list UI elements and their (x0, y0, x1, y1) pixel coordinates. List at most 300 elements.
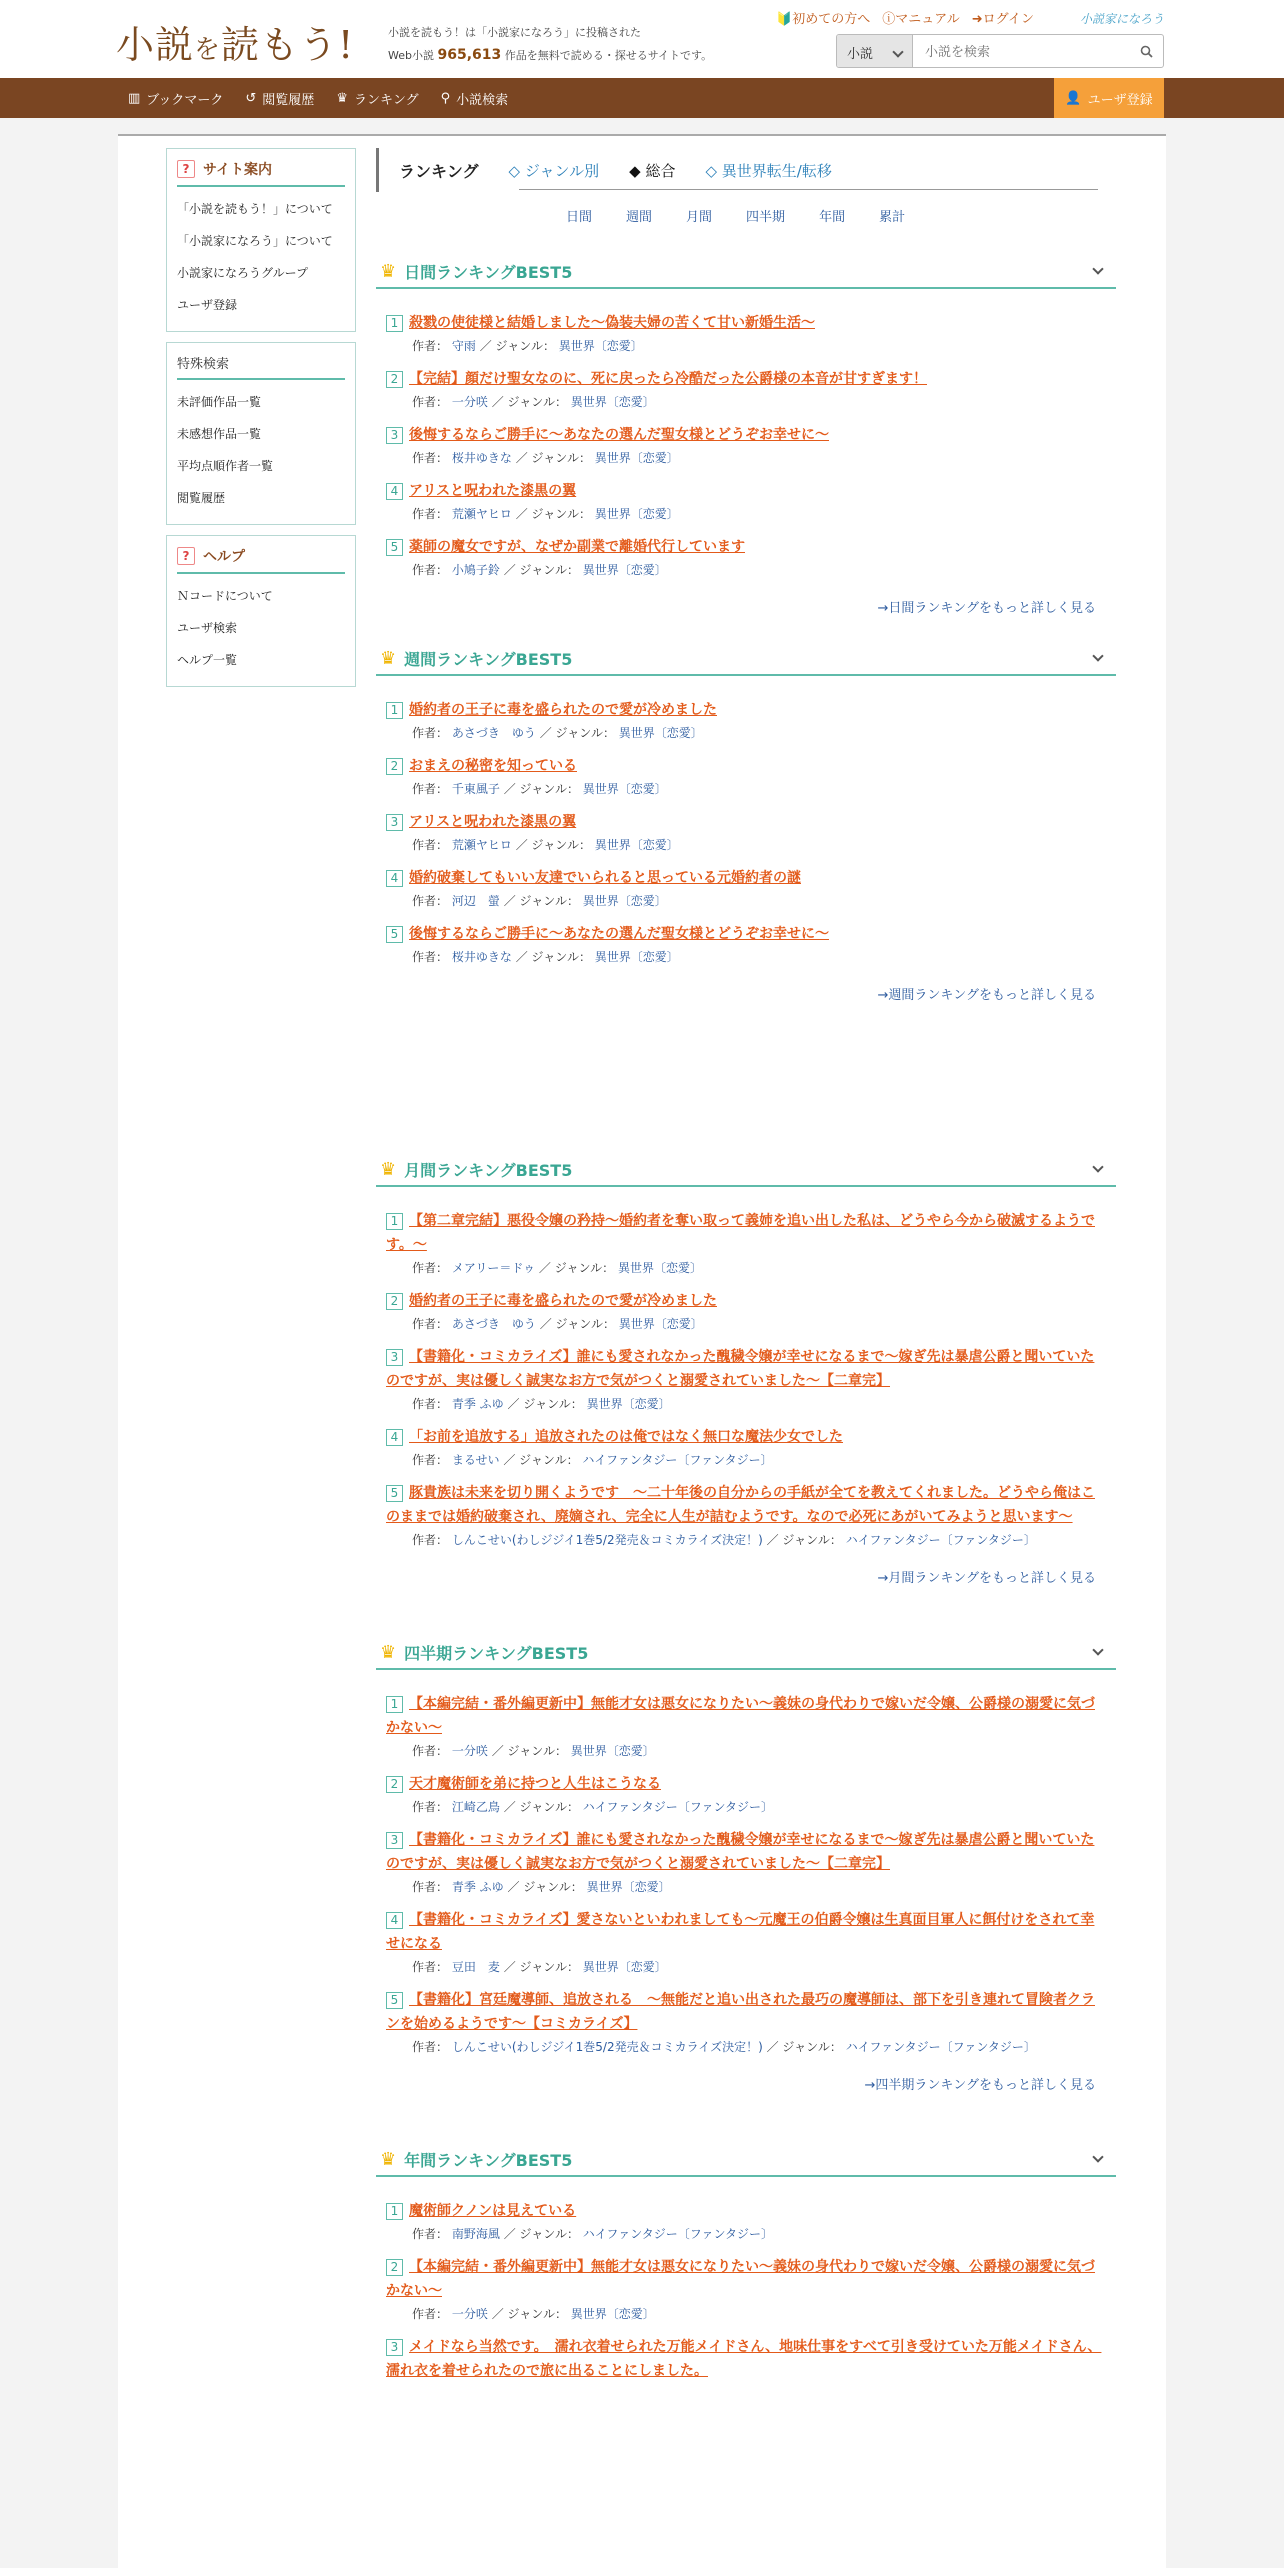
entry-meta (386, 948, 1106, 966)
novel-title: 【本編完結・番外編更新中】無能才女は悪女になりたい～義妹の身代わりで嫁いだ令嬢、公爵様の溺愛に気づかない～ (386, 1696, 1095, 1736)
login-link[interactable]: ➜ログイン (971, 12, 1034, 27)
entry-list (376, 1187, 1116, 1549)
author-label: 作者： (412, 726, 449, 740)
novel-title: 婚約破棄してもいい友達でいられると思っている元婚約者の謎 (409, 870, 801, 886)
genre-link[interactable]: 異世界〔恋愛〕 (582, 563, 667, 577)
section-header[interactable] (376, 1153, 1116, 1187)
author-label: 作者： (412, 782, 449, 796)
site-header (0, 0, 1284, 78)
section-header[interactable] (376, 1636, 1116, 1670)
author-label: 作者： (412, 950, 449, 964)
sidebox-title: 特殊検索 (177, 347, 345, 380)
author-label: 作者： (412, 838, 449, 852)
author-link[interactable]: 小鳩子鈴 (451, 563, 500, 577)
novel-title-link[interactable] (386, 1772, 1106, 1796)
novel-title-link[interactable] (386, 866, 1106, 890)
sidebar-link[interactable]: ユーザ登録 (177, 298, 238, 312)
novel-title-link[interactable] (386, 810, 1106, 834)
sidebar (166, 148, 356, 697)
genre-label: ／ ジャンル： (507, 1880, 583, 1894)
genre-link[interactable]: 異世界〔恋愛〕 (594, 451, 679, 465)
sidebar-link[interactable]: 未感想作品一覧 (177, 427, 262, 441)
genre-label: ／ ジャンル： (503, 782, 579, 796)
section-header[interactable] (376, 2143, 1116, 2177)
novel-title: 【本編完結・番外編更新中】無能才女は悪女になりたい～義妹の身代わりで嫁いだ令嬢、公爵様の溺愛に気づかない～ (386, 2259, 1095, 2299)
entry-meta (386, 2225, 1106, 2243)
genre-link[interactable]: ハイファンタジー〔ファンタジー〕 (582, 1800, 773, 1814)
sidebar-link[interactable]: 平均点順作者一覧 (177, 459, 274, 473)
period-daily[interactable]: 日間 (566, 210, 593, 225)
search-button[interactable] (1129, 35, 1163, 67)
entry-meta (386, 780, 1106, 798)
author-link[interactable]: 一分咲 (451, 1744, 488, 1758)
ranking-section (376, 255, 1116, 616)
first-time-link[interactable]: 🔰初めての方へ (776, 12, 871, 27)
novel-title: 【書籍化】宮廷魔導師、追放される ～無能だと追い出された最巧の魔導師は、部下を引き連れて冒険者クランを始めるようです～【コミカライズ】 (386, 1992, 1095, 2032)
period-weekly[interactable]: 週間 (626, 210, 653, 225)
entry-list (376, 676, 1116, 966)
genre-label: ／ ジャンル： (503, 1960, 579, 1974)
logo-wo: を (194, 35, 222, 65)
entry-meta (386, 1259, 1106, 1277)
author-label: 作者： (412, 2307, 449, 2321)
tab-isekai[interactable]: ◇ 異世界転生/転移 (705, 161, 832, 180)
rank-badge: 5 (386, 539, 403, 556)
top-links (776, 8, 1034, 27)
site-logo[interactable] (116, 14, 354, 69)
chevron-down-icon[interactable] (1092, 1644, 1103, 1655)
crown-icon: ♛ (380, 1158, 397, 1180)
nav-bar (0, 78, 1284, 118)
novel-title-link[interactable] (386, 2335, 1106, 2383)
nav-history-label: 閲覧履歴 (262, 92, 315, 108)
author-label: 作者： (412, 563, 449, 577)
entry-meta (386, 2038, 1106, 2056)
user-register-label: ユーザ登録 (1087, 92, 1153, 108)
content-container (118, 134, 1166, 2568)
period-total[interactable]: 累計 (879, 210, 906, 225)
novel-title: 【書籍化・コミカライズ】愛さないといわれましても～元魔王の伯爵令嬢は生真面目軍人に餌付けをされて幸せになる (386, 1912, 1095, 1952)
site-tagline (388, 22, 712, 67)
genre-link[interactable]: ハイファンタジー〔ファンタジー〕 (845, 2040, 1036, 2054)
genre-link[interactable]: 異世界〔恋愛〕 (570, 395, 655, 409)
list-item (386, 1209, 1106, 1277)
genre-label: ／ ジャンル： (539, 1317, 615, 1331)
novel-title: アリスと呪われた漆黒の翼 (409, 483, 577, 499)
more-ranking-link[interactable]: →週間ランキングをもっと詳しく見る (877, 988, 1096, 1003)
novel-title-link[interactable] (386, 423, 1106, 447)
entry-list (376, 2177, 1116, 2383)
genre-link[interactable]: 異世界〔恋愛〕 (594, 507, 679, 521)
work-count: 965,613 (437, 47, 502, 63)
rank-badge: 3 (386, 814, 403, 831)
manual-label: マニュアル (895, 12, 960, 27)
novel-title-link[interactable] (386, 922, 1106, 946)
logo-main: 小説 (116, 23, 195, 67)
sidebox-title (177, 153, 345, 187)
entry-meta (386, 1531, 1106, 1549)
rank-badge: 5 (386, 1992, 403, 2009)
genre-label: ／ ジャンル： (515, 838, 591, 852)
entry-meta (386, 836, 1106, 854)
list-item (386, 810, 1106, 854)
author-link[interactable]: まるせい (451, 1453, 500, 1467)
list-item (386, 1908, 1106, 1976)
period-monthly[interactable]: 月間 (686, 210, 713, 225)
novel-title: 天才魔術師を弟に持つと人生はこうなる (409, 1776, 661, 1792)
novel-title-link[interactable] (386, 1289, 1106, 1313)
genre-link[interactable]: ハイファンタジー〔ファンタジー〕 (582, 1453, 773, 1467)
genre-label: ／ ジャンル： (503, 563, 579, 577)
crown-icon: ♛ (336, 90, 348, 106)
author-label: 作者： (412, 1960, 449, 1974)
author-label: 作者： (412, 1744, 449, 1758)
section-title: 週間ランキングBEST5 (404, 649, 573, 669)
genre-label: ／ ジャンル： (539, 726, 615, 740)
novel-title: 婚約者の王子に毒を盛られたので愛が冷めました (409, 1293, 717, 1309)
sidebar-link[interactable]: 未評価作品一覧 (177, 395, 262, 409)
author-link[interactable]: 青季 ふゆ (451, 1397, 504, 1411)
section-header[interactable] (376, 255, 1116, 289)
novel-title-link[interactable] (386, 1345, 1106, 1393)
tab-overall[interactable]: ◆ 総合 (629, 161, 676, 180)
genre-link[interactable]: ハイファンタジー〔ファンタジー〕 (845, 1533, 1036, 1547)
author-label: 作者： (412, 1317, 449, 1331)
sidebox-special-search (166, 342, 356, 525)
genre-label: ／ ジャンル： (503, 2227, 579, 2241)
novel-title-link[interactable] (386, 1209, 1106, 1257)
genre-link[interactable]: ハイファンタジー〔ファンタジー〕 (582, 2227, 773, 2241)
search-form (836, 34, 1164, 68)
search-input[interactable] (913, 35, 1129, 67)
novel-title: メイドなら当然です。 濡れ衣着せられた万能メイドさん、地味仕事をすべて引き受けていた万能メイドさん、濡れ衣を着せられたので旅に出ることにしました。 (386, 2339, 1102, 2379)
ranking-main (376, 148, 1116, 2383)
chevron-down-icon[interactable] (1092, 263, 1103, 274)
nav-ranking-label: ランキング (353, 92, 419, 108)
nav-ranking[interactable] (336, 89, 418, 108)
genre-link[interactable]: 異世界〔恋愛〕 (618, 1261, 703, 1275)
list-item (386, 1289, 1106, 1333)
rank-badge: 4 (386, 483, 403, 500)
ranking-section (376, 642, 1116, 1003)
sidebox-title-text: ヘルプ (203, 549, 245, 565)
genre-link[interactable]: 異世界〔恋愛〕 (586, 1880, 671, 1894)
list-item (386, 698, 1106, 742)
list-item (386, 2199, 1106, 2243)
crown-icon: ♛ (380, 2148, 397, 2170)
rank-badge: 1 (386, 702, 403, 719)
nav-search-label: 小説検索 (456, 92, 509, 108)
novel-title: 後悔するならご勝手に～あなたの選んだ聖女様とどうぞお幸せに～ (409, 427, 829, 443)
author-link[interactable]: 一分咲 (451, 2307, 488, 2321)
entry-list (376, 289, 1116, 579)
novel-title-link[interactable] (386, 311, 1106, 335)
entry-meta (386, 449, 1106, 467)
list-item (386, 2335, 1106, 2383)
more-ranking-link[interactable]: →四半期ランキングをもっと詳しく見る (864, 2078, 1096, 2093)
rank-badge: 4 (386, 1429, 403, 1446)
rank-badge: 2 (386, 758, 403, 775)
sidebox-help (166, 535, 356, 687)
ranking-section (376, 1636, 1116, 2093)
history-icon: ↺ (245, 90, 257, 106)
genre-label: ／ ジャンル： (515, 451, 591, 465)
search-icon (1140, 45, 1153, 58)
novel-title-link[interactable] (386, 754, 1106, 778)
entry-meta (386, 1315, 1106, 1333)
list-item (386, 866, 1106, 910)
list-item (386, 754, 1106, 798)
ranking-heading: ランキング (399, 161, 479, 181)
author-label: 作者： (412, 507, 449, 521)
section-title: 日間ランキングBEST5 (404, 262, 573, 282)
entry-meta (386, 337, 1106, 355)
novel-title-link[interactable] (386, 698, 1106, 722)
chevron-down-icon[interactable] (1092, 1161, 1103, 1172)
section-title: 月間ランキングBEST5 (404, 1160, 573, 1180)
genre-label: ／ ジャンル： (503, 1800, 579, 1814)
author-link[interactable]: 南野海風 (451, 2227, 500, 2241)
author-label: 作者： (412, 2040, 449, 2054)
entry-meta (386, 1395, 1106, 1413)
entry-meta (386, 505, 1106, 523)
author-link[interactable]: 桜井ゆきな (451, 950, 512, 964)
author-label: 作者： (412, 1397, 449, 1411)
genre-link[interactable]: 異世界〔恋愛〕 (594, 950, 679, 964)
chevron-down-icon[interactable] (1092, 650, 1103, 661)
more-ranking-link[interactable]: →日間ランキングをもっと詳しく見る (877, 601, 1096, 616)
entry-meta (386, 393, 1106, 411)
author-link[interactable]: 荒瀬ヤヒロ (451, 838, 512, 852)
novel-title-link[interactable] (386, 479, 1106, 503)
crown-icon: ♛ (380, 647, 397, 669)
rank-badge: 1 (386, 315, 403, 332)
sidebar-link[interactable]: Ｎコードについて (177, 589, 273, 603)
question-icon: ? (177, 160, 195, 178)
first-time-label: 初めての方へ (792, 12, 871, 27)
author-label: 作者： (412, 1533, 449, 1547)
list-item (386, 367, 1106, 411)
list-item (386, 922, 1106, 966)
sidebar-link[interactable]: 小説家になろうグループ (177, 266, 309, 280)
author-label: 作者： (412, 395, 449, 409)
entry-list (376, 1670, 1116, 2056)
sidebar-link[interactable]: 「小説を読もう！」について (177, 202, 333, 216)
list-item (386, 1692, 1106, 1760)
question-icon: ? (177, 547, 195, 565)
section-header[interactable] (376, 642, 1116, 676)
genre-link[interactable]: 異世界〔恋愛〕 (570, 1744, 655, 1758)
novel-title-link[interactable] (386, 1692, 1106, 1740)
novel-title: 【第二章完結】悪役令嬢の矜持〜婚約者を奪い取って義姉を追い出した私は、どうやら今から破滅するようです。〜 (386, 1213, 1095, 1253)
rank-badge: 3 (386, 1832, 403, 1849)
nav-bookmark[interactable] (128, 89, 223, 108)
genre-link[interactable]: 異世界〔恋愛〕 (570, 2307, 655, 2321)
more-link-row (376, 1567, 1116, 1586)
genre-label: ／ ジャンル： (491, 395, 567, 409)
list-item (386, 1772, 1106, 1816)
genre-label: ／ ジャンル： (503, 894, 579, 908)
sidebar-link[interactable]: ヘルプ一覧 (177, 653, 238, 667)
nav-search[interactable] (441, 89, 509, 108)
novel-title-link[interactable] (386, 2255, 1106, 2303)
author-label: 作者： (412, 1261, 449, 1275)
author-label: 作者： (412, 894, 449, 908)
section-title: 四半期ランキングBEST5 (404, 1643, 589, 1663)
author-link[interactable]: あさづき ゆう (451, 726, 536, 740)
rank-badge: 2 (386, 2259, 403, 2276)
list-item (386, 479, 1106, 523)
entry-meta (386, 561, 1106, 579)
novel-title: 【書籍化・コミカライズ】誰にも愛されなかった醜穢令嬢が幸せになるまで〜嫁ぎ先は暴虐公爵と聞いていたのですが、実は優しく誠実なお方で気がつくと溺愛されていました〜【二章完】 (386, 1832, 1095, 1872)
novel-title-link[interactable] (386, 1828, 1106, 1876)
author-link[interactable]: 青季 ふゆ (451, 1880, 504, 1894)
crown-icon: ♛ (380, 1641, 397, 1663)
genre-link[interactable]: 異世界〔恋愛〕 (582, 894, 667, 908)
genre-link[interactable]: 異世界〔恋愛〕 (618, 1317, 703, 1331)
rank-badge: 2 (386, 1293, 403, 1310)
author-link[interactable]: 一分咲 (451, 395, 488, 409)
entry-meta (386, 1742, 1106, 1760)
period-quarterly[interactable]: 四半期 (746, 210, 786, 225)
tagline-line2 (388, 44, 712, 67)
rank-badge: 4 (386, 870, 403, 887)
crown-icon: ♛ (380, 260, 397, 282)
genre-label: ／ ジャンル： (479, 339, 555, 353)
novel-title-link[interactable] (386, 1988, 1106, 2036)
more-link-row (376, 2074, 1116, 2093)
rank-badge: 2 (386, 1776, 403, 1793)
sidebar-link[interactable]: 「小説家になろう」について (177, 234, 333, 248)
more-link-row (376, 984, 1116, 1003)
rank-badge: 4 (386, 1912, 403, 1929)
author-link[interactable]: しんこせい(わしジジイ1巻5/2発売＆コミカライズ決定！) (451, 1533, 763, 1547)
list-item (386, 1828, 1106, 1896)
ranking-section (376, 2143, 1116, 2383)
novel-title: 薬師の魔女ですが、なぜか副業で離婚代行しています (409, 539, 745, 555)
genre-label: ／ ジャンル： (515, 507, 591, 521)
author-link[interactable]: 守雨 (451, 339, 476, 353)
list-item (386, 535, 1106, 579)
list-item (386, 311, 1106, 355)
rank-badge: 1 (386, 1213, 403, 1230)
sidebox-title-text: サイト案内 (203, 162, 273, 178)
more-link-row (376, 597, 1116, 616)
author-link[interactable]: メアリー＝ドゥ (451, 1261, 536, 1275)
genre-link[interactable]: 異世界〔恋愛〕 (582, 1960, 667, 1974)
novel-title-link[interactable] (386, 1425, 1106, 1449)
author-link[interactable]: あさづき ゆう (451, 1317, 536, 1331)
list-item (386, 1345, 1106, 1413)
list-item (386, 1988, 1106, 2056)
entry-meta (386, 892, 1106, 910)
rank-badge: 3 (386, 2339, 403, 2356)
author-label: 作者： (412, 1453, 449, 1467)
sidebar-link[interactable]: 閲覧履歴 (177, 491, 226, 505)
author-link[interactable]: 河辺 螢 (451, 894, 500, 908)
genre-label: ／ ジャンル： (503, 1453, 579, 1467)
user-register-button[interactable] (1054, 78, 1164, 118)
author-label: 作者： (412, 451, 449, 465)
novel-title: 【書籍化・コミカライズ】誰にも愛されなかった醜穢令嬢が幸せになるまで〜嫁ぎ先は暴虐公爵と聞いていたのですが、実は優しく誠実なお方で気がつくと溺愛されていました〜【二章完】 (386, 1349, 1095, 1389)
rank-badge: 5 (386, 926, 403, 943)
rank-badge: 3 (386, 427, 403, 444)
author-label: 作者： (412, 2227, 449, 2241)
entry-meta (386, 1878, 1106, 1896)
author-link[interactable]: 豆田 麦 (451, 1960, 500, 1974)
novel-title: 「お前を追放する」追放されたのは俺ではなく無口な魔法少女でした (409, 1429, 843, 1445)
novel-title: 後悔するならご勝手に～あなたの選んだ聖女様とどうぞお幸せに～ (409, 926, 829, 942)
genre-link[interactable]: 異世界〔恋愛〕 (582, 782, 667, 796)
genre-label: ／ ジャンル： (491, 2307, 567, 2321)
more-ranking-link[interactable]: →月間ランキングをもっと詳しく見る (877, 1571, 1096, 1586)
rank-badge: 3 (386, 1349, 403, 1366)
ranking-sections (376, 255, 1116, 2383)
genre-label: ／ ジャンル： (766, 2040, 842, 2054)
novel-title-link[interactable] (386, 1908, 1106, 1956)
novel-title: 婚約者の王子に毒を盛られたので愛が冷めました (409, 702, 717, 718)
tagline-suffix: 作品を無料で読める・探せるサイトです。 (504, 49, 713, 62)
tab-genre[interactable]: ◇ ジャンル別 (508, 161, 600, 180)
entry-meta (386, 2305, 1106, 2323)
rank-badge: 2 (386, 371, 403, 388)
genre-label: ／ ジャンル： (766, 1533, 842, 1547)
author-link[interactable]: 桜井ゆきな (451, 451, 512, 465)
section-title: 年間ランキングBEST5 (404, 2150, 573, 2170)
genre-link[interactable]: 異世界〔恋愛〕 (618, 726, 703, 740)
sidebox-site-guide (166, 148, 356, 332)
author-link[interactable]: 荒瀬ヤヒロ (451, 507, 512, 521)
entry-meta (386, 1958, 1106, 1976)
login-label: ログイン (982, 12, 1034, 27)
novel-title-link[interactable] (386, 2199, 1106, 2223)
rank-badge: 5 (386, 1485, 403, 1502)
entry-meta (386, 724, 1106, 742)
narou-logo[interactable]: 小説家になろう (1079, 12, 1164, 26)
novel-title: おまえの秘密を知っている (409, 758, 577, 774)
genre-label: ／ ジャンル： (491, 1744, 567, 1758)
genre-link[interactable]: 異世界〔恋愛〕 (594, 838, 679, 852)
manual-link[interactable]: ⓘマニュアル (882, 12, 960, 27)
genre-label: ／ ジャンル： (538, 1261, 615, 1275)
search-type-select[interactable]: 小説 (837, 35, 913, 67)
tagline-line1: 小説を読もう！は「小説家になろう」に投稿された (388, 26, 641, 39)
rank-badge: 1 (386, 2203, 403, 2220)
novel-title-link[interactable] (386, 535, 1106, 559)
chevron-down-icon[interactable] (1092, 2151, 1103, 2162)
search-icon: ⚲ (440, 90, 451, 106)
sidebox-title (177, 540, 345, 574)
list-item (386, 423, 1106, 467)
genre-link[interactable]: 異世界〔恋愛〕 (586, 1397, 671, 1411)
period-yearly[interactable]: 年間 (819, 210, 846, 225)
logo-rest: 読もう! (221, 23, 355, 67)
author-link[interactable]: 千東風子 (451, 782, 500, 796)
genre-link[interactable]: 異世界〔恋愛〕 (558, 339, 643, 353)
novel-title: 【完結】顔だけ聖女なのに、死に戻ったら冷酷だった公爵様の本音が甘すぎます！ (409, 371, 927, 387)
list-item (386, 2255, 1106, 2323)
novel-title-link[interactable] (386, 367, 1106, 391)
entry-meta (386, 1451, 1106, 1469)
user-icon: 👤 (1065, 90, 1082, 106)
genre-label: ／ ジャンル： (515, 950, 591, 964)
author-link[interactable]: 江崎乙鳥 (451, 1800, 500, 1814)
nav-history[interactable] (245, 89, 314, 108)
author-label: 作者： (412, 1800, 449, 1814)
novel-title-link[interactable] (386, 1481, 1106, 1529)
sidebar-link[interactable]: ユーザ検索 (177, 621, 238, 635)
author-link[interactable]: しんこせい(わしジジイ1巻5/2発売＆コミカライズ決定！) (451, 2040, 763, 2054)
